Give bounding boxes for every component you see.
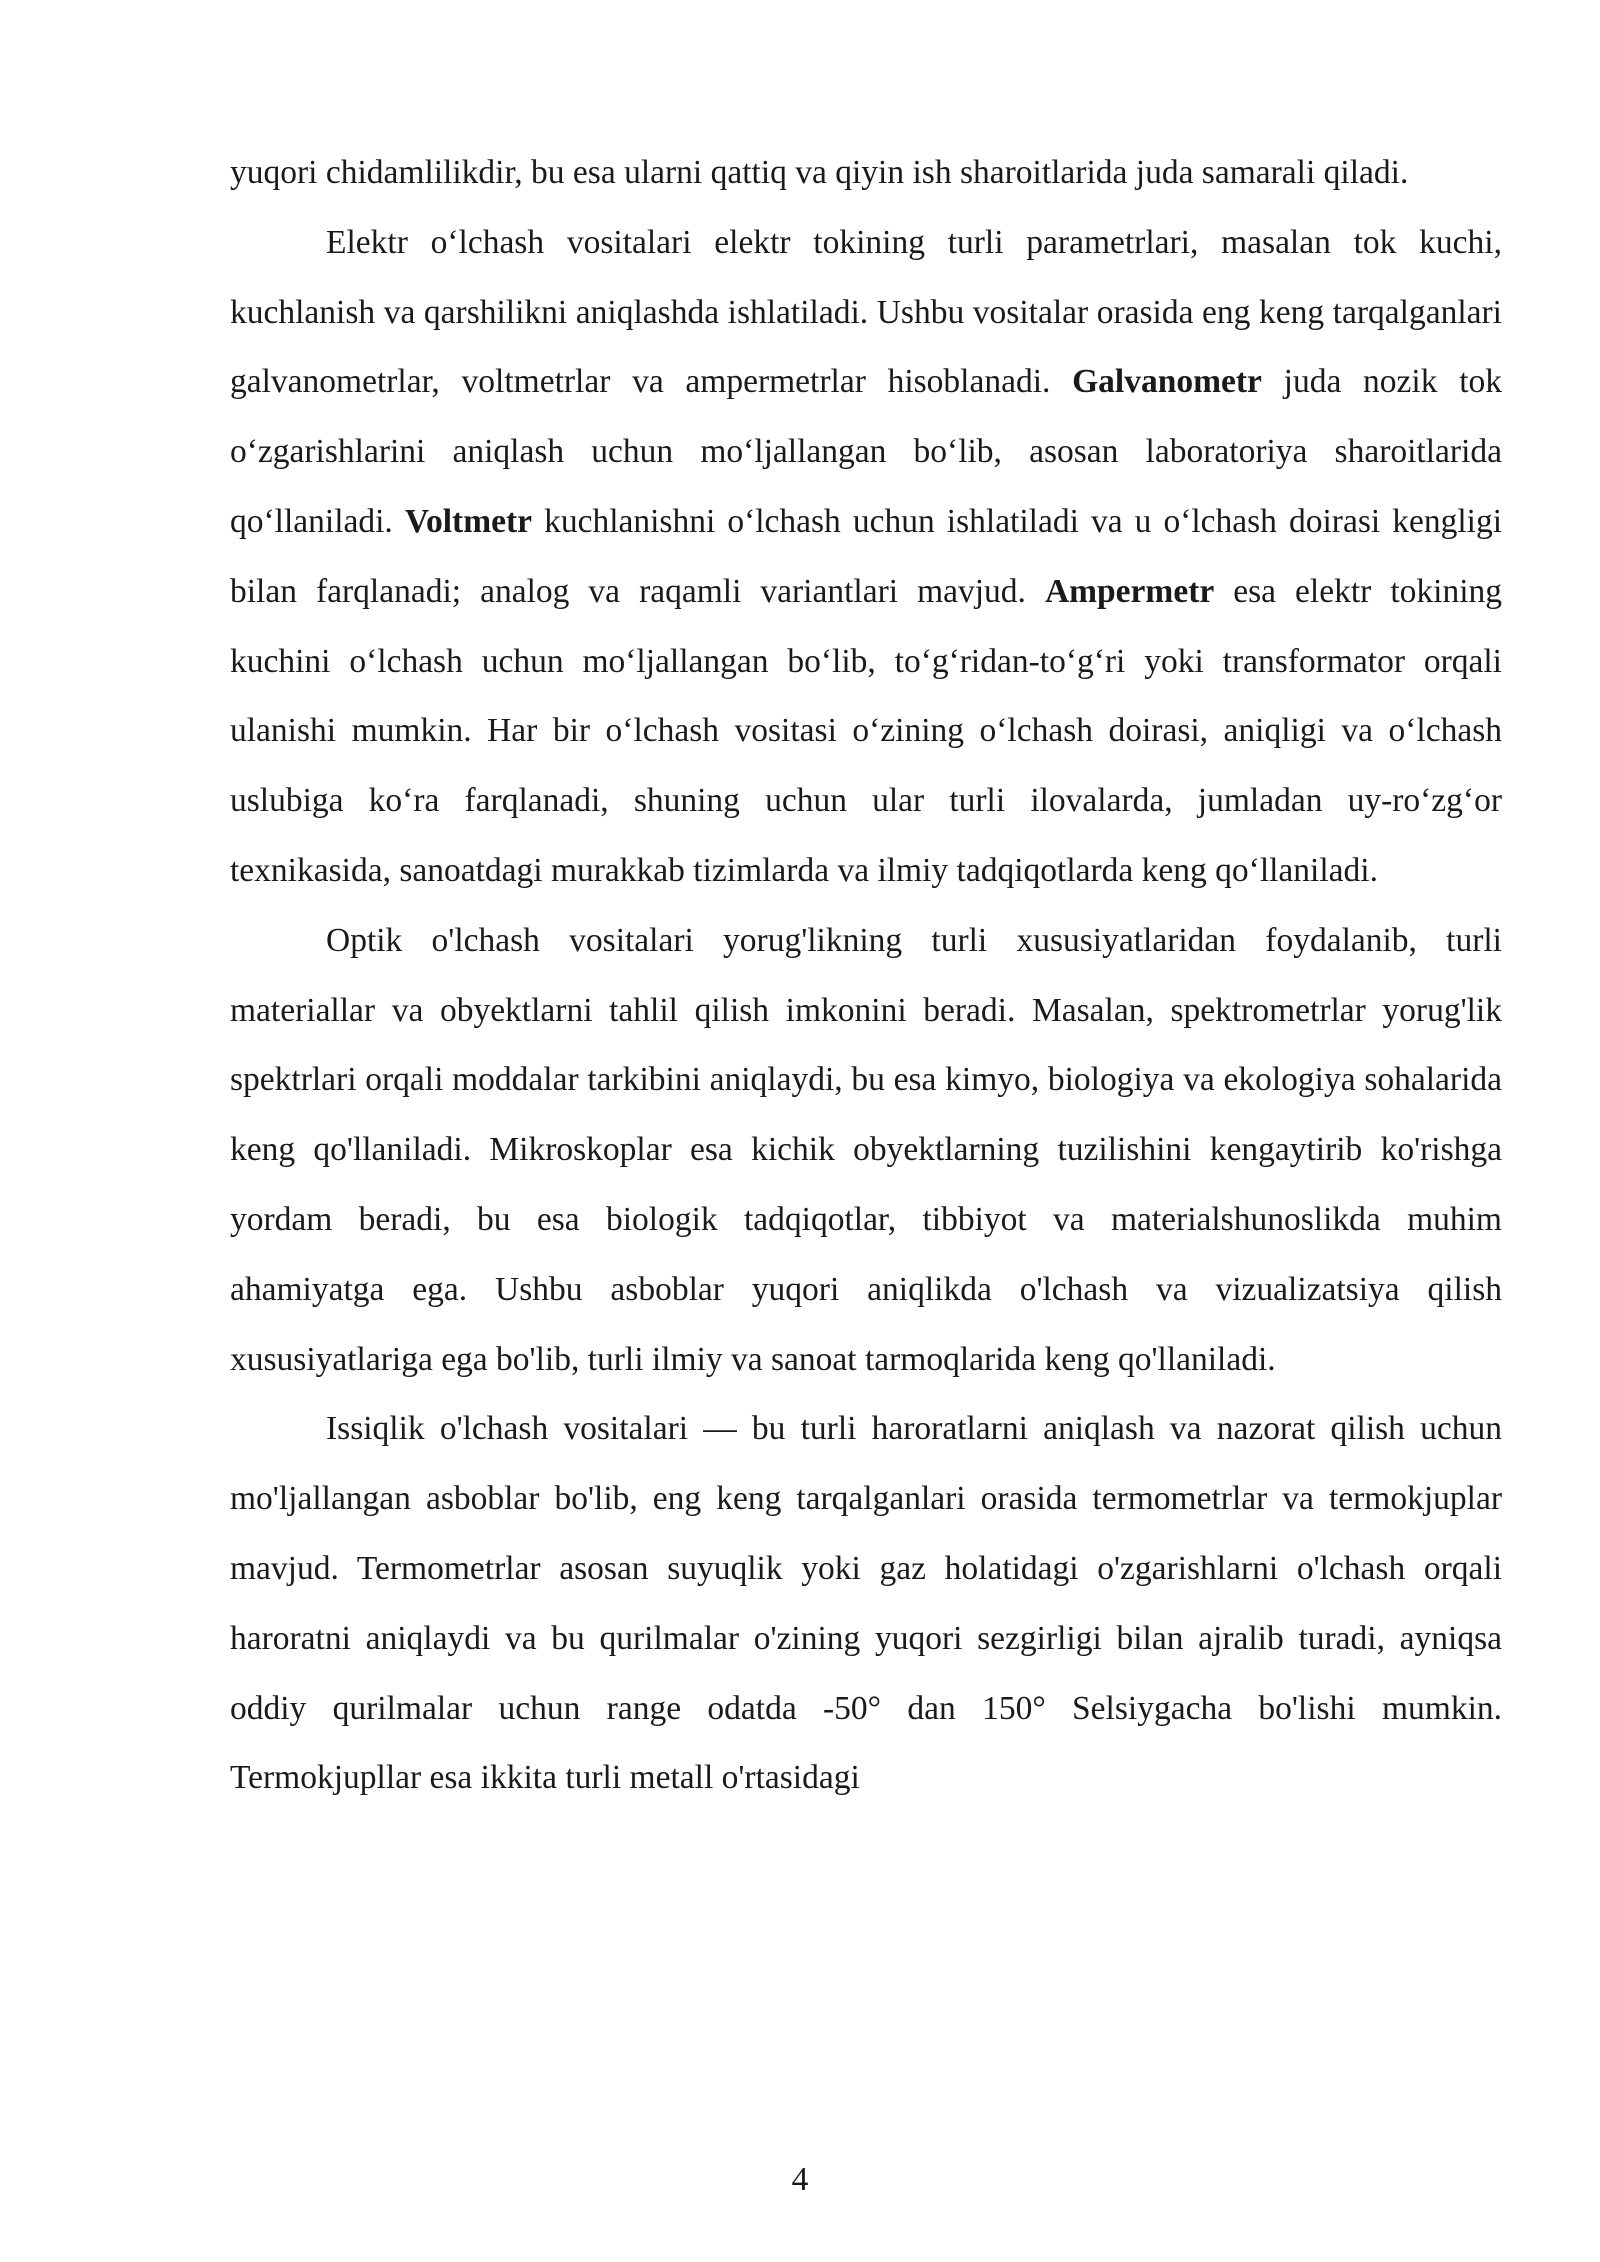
text-segment: juda nozik tok o‘zgarishlarini aniqlash uchun mo‘ljallangan bo‘lib, asosan laboratoriya sharoitlarida qo‘llaniladi. xyxy=(230,363,1502,540)
body-text xyxy=(230,138,1502,1813)
term-galvanometr: Galvanometr xyxy=(1072,363,1262,401)
term-ampermetr: Ampermetr xyxy=(1044,572,1215,610)
page-number: 4 xyxy=(791,2161,809,2198)
text-segment: yuqori chidamlilikdir, bu esa ularni qattiq va qiyin ish sharoitlarida juda samarali qiladi. xyxy=(230,154,1409,191)
text-segment: Issiqlik o'lchash vositalari — bu turli haroratlarni aniqlash va nazorat qilish uchun mo'ljallangan asboblar bo'lib, eng keng tarqalganlari orasida termometrlar va termokjuplar mavjud. Termometrlar asosan suyuqlik yoki gaz holatidagi o'zgarishlarni o'lchash orqali haroratni aniqlaydi va bu qurilmalar o'zining yuqori sezgirligi bilan ajralib turadi, ayniqsa oddiy qurilmalar uchun range odatda -50° dan 150° Selsiygacha bo'lishi mumkin. Termokjupllar esa ikkita turli metall o'rtasidagi xyxy=(230,1410,1502,1797)
paragraph-electrical-instruments xyxy=(230,208,1502,906)
text-segment: kuchlanishni o‘lchash uchun ishlatiladi va u o‘lchash doirasi kengligi bilan farqlanadi; analog va raqamli variantlari mavjud. xyxy=(230,502,1503,610)
paragraph-continuation xyxy=(230,138,1502,208)
paragraph-thermal-instruments xyxy=(230,1394,1502,1813)
paragraph-optical-instruments xyxy=(230,906,1502,1395)
text-segment: Optik o'lchash vositalari yorug'likning turli xususiyatlaridan foydalanib, turli materiallar va obyektlarni tahlil qilish imkonini beradi. Masalan, spektrometrlar yorug'lik spektrlari orqali moddalar tarkibini aniqlaydi, bu esa kimyo, biologiya va ekologiya sohalarida keng qo'llaniladi. Mikroskoplar esa kichik obyektlarning tuzilishini kengaytirib ko'rishga yordam beradi, bu esa biologik tadqiqotlar, tibbiyot va materialshunoslikda muhim ahamiyatga ega. Ushbu asboblar yuqori aniqlikda o'lchash va vizualizatsiya qilish xususiyatlariga ega bo'lib, turli ilmiy va sanoat tarmoqlarida keng qo'llaniladi. xyxy=(230,921,1502,1378)
term-voltmetr: Voltmetr xyxy=(404,502,533,540)
text-segment: Elektr o‘lchash vositalari elektr tokining turli parametrlari, masalan tok kuchi, kuchlanish va qarshilikni aniqlashda ishlatiladi. Ushbu vositalar orasida eng keng tarqalganlari galvanometrlar, voltmetrlar va ampermetrlar hisoblanadi. xyxy=(230,223,1502,401)
text-segment: esa elektr tokining kuchini o‘lchash uchun mo‘ljallangan bo‘lib, to‘g‘ridan-to‘g‘ri yoki transformator orqali ulanishi mumkin. Har bir o‘lchash vositasi o‘zining o‘lchash doirasi, aniqligi va o‘lchash uslubiga ko‘ra farqlanadi, shuning uchun ular turli ilovalarda, jumladan uy-ro‘zg‘or texnikasida, sanoatdagi murakkab tizimlarda va ilmiy tadqiqotlarda keng qo‘llaniladi. xyxy=(230,572,1502,889)
